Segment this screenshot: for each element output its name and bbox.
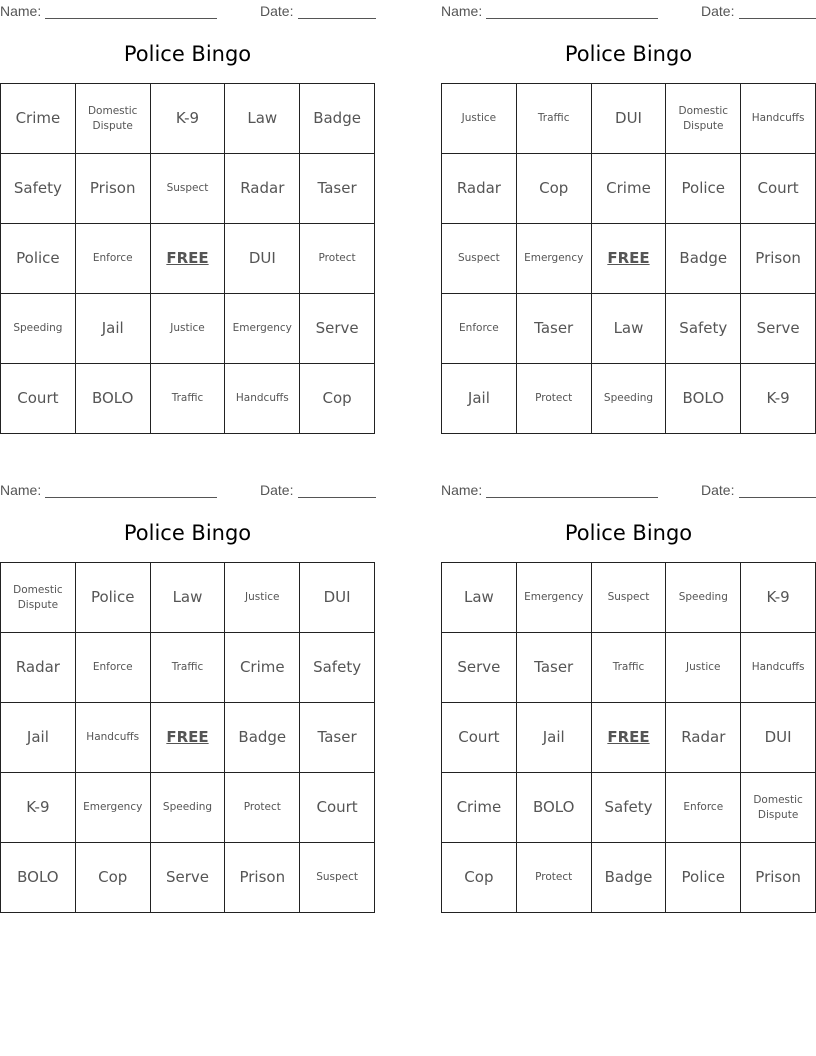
date-line bbox=[739, 18, 816, 19]
bingo-cell: Radar bbox=[225, 154, 300, 224]
bingo-cell: Suspect bbox=[592, 563, 667, 633]
bingo-cell: Handcuffs bbox=[76, 703, 151, 773]
bingo-cell: Law bbox=[592, 294, 667, 364]
bingo-cell: Justice bbox=[666, 633, 741, 703]
bingo-grid bbox=[0, 562, 375, 913]
name-line bbox=[486, 497, 658, 498]
bingo-cell: Cop bbox=[442, 843, 517, 913]
bingo-cell: Justice bbox=[151, 294, 226, 364]
bingo-cell: Serve bbox=[151, 843, 226, 913]
bingo-cell: Domestic Dispute bbox=[741, 773, 816, 843]
bingo-card bbox=[0, 0, 375, 430]
bingo-grid bbox=[441, 83, 816, 434]
bingo-cell: Taser bbox=[517, 294, 592, 364]
bingo-cell: Taser bbox=[517, 633, 592, 703]
bingo-cell: Serve bbox=[300, 294, 375, 364]
bingo-cell: Court bbox=[1, 364, 76, 434]
bingo-cell: Protect bbox=[517, 843, 592, 913]
free-space: FREE bbox=[151, 224, 226, 294]
name-label: Name: bbox=[0, 3, 42, 19]
bingo-cell: Domestic Dispute bbox=[76, 84, 151, 154]
name-line bbox=[45, 18, 217, 19]
card-title: Police Bingo bbox=[564, 42, 693, 66]
name-label: Name: bbox=[0, 482, 42, 498]
bingo-cell: Cop bbox=[300, 364, 375, 434]
bingo-cell: DUI bbox=[225, 224, 300, 294]
free-space: FREE bbox=[592, 224, 667, 294]
bingo-cell: Traffic bbox=[151, 633, 226, 703]
bingo-cell: Badge bbox=[592, 843, 667, 913]
bingo-cell: Traffic bbox=[151, 364, 226, 434]
bingo-cell: Crime bbox=[442, 773, 517, 843]
bingo-cell: Handcuffs bbox=[741, 633, 816, 703]
bingo-cell: Jail bbox=[1, 703, 76, 773]
bingo-cell: Enforce bbox=[442, 294, 517, 364]
bingo-cell: Suspect bbox=[151, 154, 226, 224]
bingo-cell: Taser bbox=[300, 154, 375, 224]
bingo-cell: Prison bbox=[225, 843, 300, 913]
bingo-cell: Emergency bbox=[225, 294, 300, 364]
bingo-cell: Safety bbox=[666, 294, 741, 364]
bingo-cell: K-9 bbox=[741, 364, 816, 434]
bingo-cell: Jail bbox=[517, 703, 592, 773]
bingo-cell: Badge bbox=[666, 224, 741, 294]
bingo-grid bbox=[0, 83, 375, 434]
bingo-card bbox=[0, 479, 375, 909]
name-line bbox=[486, 18, 658, 19]
date-label: Date: bbox=[260, 3, 294, 19]
bingo-cell: Traffic bbox=[592, 633, 667, 703]
bingo-cell: Speeding bbox=[666, 563, 741, 633]
bingo-cell: Police bbox=[76, 563, 151, 633]
bingo-cell: BOLO bbox=[666, 364, 741, 434]
card-title: Police Bingo bbox=[123, 521, 252, 545]
bingo-cell: Police bbox=[666, 843, 741, 913]
bingo-cell: Speeding bbox=[1, 294, 76, 364]
name-date-row bbox=[0, 482, 375, 498]
name-date-row bbox=[441, 3, 816, 19]
bingo-cell: Police bbox=[1, 224, 76, 294]
bingo-cell: Suspect bbox=[300, 843, 375, 913]
bingo-cell: Jail bbox=[76, 294, 151, 364]
name-label: Name: bbox=[441, 3, 483, 19]
date-line bbox=[298, 18, 376, 19]
bingo-cell: Cop bbox=[517, 154, 592, 224]
bingo-cell: Speeding bbox=[151, 773, 226, 843]
free-space: FREE bbox=[592, 703, 667, 773]
name-label: Name: bbox=[441, 482, 483, 498]
bingo-cell: Protect bbox=[300, 224, 375, 294]
bingo-cell: K-9 bbox=[151, 84, 226, 154]
bingo-cell: Prison bbox=[741, 843, 816, 913]
bingo-cell: Crime bbox=[225, 633, 300, 703]
bingo-cell: Justice bbox=[225, 563, 300, 633]
bingo-cell: Handcuffs bbox=[225, 364, 300, 434]
bingo-cell: Protect bbox=[517, 364, 592, 434]
bingo-card bbox=[441, 479, 816, 909]
name-date-row bbox=[441, 482, 816, 498]
bingo-cell: Crime bbox=[1, 84, 76, 154]
bingo-cell: Handcuffs bbox=[741, 84, 816, 154]
bingo-cell: Law bbox=[442, 563, 517, 633]
bingo-cell: Law bbox=[151, 563, 226, 633]
date-label: Date: bbox=[701, 3, 735, 19]
bingo-cell: Enforce bbox=[76, 224, 151, 294]
bingo-cell: Domestic Dispute bbox=[666, 84, 741, 154]
bingo-cell: Crime bbox=[592, 154, 667, 224]
bingo-cell: Justice bbox=[442, 84, 517, 154]
bingo-cell: DUI bbox=[300, 563, 375, 633]
bingo-cell: Serve bbox=[741, 294, 816, 364]
bingo-cell: Radar bbox=[1, 633, 76, 703]
bingo-cell: Prison bbox=[76, 154, 151, 224]
bingo-cell: Traffic bbox=[517, 84, 592, 154]
bingo-cell: BOLO bbox=[76, 364, 151, 434]
bingo-cell: Prison bbox=[741, 224, 816, 294]
bingo-cell: Suspect bbox=[442, 224, 517, 294]
card-title: Police Bingo bbox=[564, 521, 693, 545]
bingo-cell: Protect bbox=[225, 773, 300, 843]
bingo-cell: Court bbox=[442, 703, 517, 773]
bingo-cell: Radar bbox=[666, 703, 741, 773]
bingo-cell: Domestic Dispute bbox=[1, 563, 76, 633]
bingo-cell: Safety bbox=[1, 154, 76, 224]
name-date-row bbox=[0, 3, 375, 19]
bingo-cell: Emergency bbox=[517, 563, 592, 633]
bingo-cell: Law bbox=[225, 84, 300, 154]
bingo-cell: Police bbox=[666, 154, 741, 224]
bingo-cell: DUI bbox=[741, 703, 816, 773]
bingo-cell: K-9 bbox=[1, 773, 76, 843]
name-line bbox=[45, 497, 217, 498]
bingo-cell: Badge bbox=[300, 84, 375, 154]
bingo-grid bbox=[441, 562, 816, 913]
bingo-cell: Radar bbox=[442, 154, 517, 224]
bingo-cell: DUI bbox=[592, 84, 667, 154]
bingo-cell: BOLO bbox=[517, 773, 592, 843]
bingo-cell: BOLO bbox=[1, 843, 76, 913]
date-label: Date: bbox=[701, 482, 735, 498]
bingo-cell: Serve bbox=[442, 633, 517, 703]
bingo-cell: Safety bbox=[592, 773, 667, 843]
bingo-cell: Taser bbox=[300, 703, 375, 773]
bingo-cell: Enforce bbox=[666, 773, 741, 843]
bingo-cell: Safety bbox=[300, 633, 375, 703]
bingo-cell: Court bbox=[300, 773, 375, 843]
bingo-cell: Emergency bbox=[76, 773, 151, 843]
date-line bbox=[298, 497, 376, 498]
bingo-cell: Enforce bbox=[76, 633, 151, 703]
bingo-cell: K-9 bbox=[741, 563, 816, 633]
bingo-cell: Speeding bbox=[592, 364, 667, 434]
date-label: Date: bbox=[260, 482, 294, 498]
bingo-cell: Jail bbox=[442, 364, 517, 434]
free-space: FREE bbox=[151, 703, 226, 773]
bingo-cell: Cop bbox=[76, 843, 151, 913]
date-line bbox=[739, 497, 816, 498]
bingo-cell: Badge bbox=[225, 703, 300, 773]
bingo-cell: Emergency bbox=[517, 224, 592, 294]
bingo-cell: Court bbox=[741, 154, 816, 224]
card-title: Police Bingo bbox=[123, 42, 252, 66]
bingo-card bbox=[441, 0, 816, 430]
